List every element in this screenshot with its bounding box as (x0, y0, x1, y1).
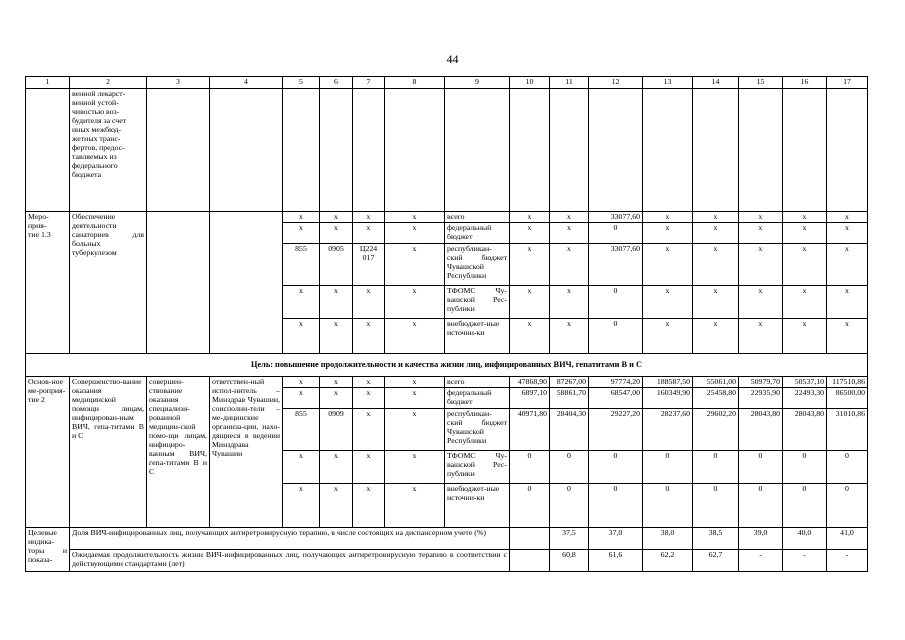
value-cell: x (827, 223, 868, 244)
value-cell: x (510, 212, 550, 223)
code-cell: x (385, 212, 445, 223)
empty-cell (589, 89, 643, 212)
value-cell: x (693, 244, 739, 286)
header-cell: 2 (70, 77, 147, 89)
value-cell: 29602,20 (693, 409, 739, 451)
code-cell: 0909 (320, 409, 353, 451)
empty-cell (210, 89, 283, 212)
header-cell: 6 (320, 77, 353, 89)
header-cell: 17 (827, 77, 868, 89)
value-cell: x (550, 223, 589, 244)
goal-row (26, 354, 868, 377)
code-cell: x (385, 319, 445, 354)
empty-cell (739, 89, 783, 212)
code-cell: x (353, 484, 385, 528)
code-cell: x (283, 319, 320, 354)
code-cell: x (320, 319, 353, 354)
indicator-value: - (739, 550, 783, 572)
code-cell: x (320, 286, 353, 319)
value-cell: x (783, 223, 827, 244)
empty-cell (510, 89, 550, 212)
value-cell: 188587,50 (643, 377, 693, 388)
indicator-value: - (783, 550, 827, 572)
value-cell: 29227,20 (589, 409, 643, 451)
value-cell: 0 (550, 484, 589, 528)
value-cell: x (739, 286, 783, 319)
source-cell: всего (445, 212, 510, 223)
code-cell: x (385, 223, 445, 244)
indicator-value: 37,5 (550, 528, 589, 550)
indicator-row (26, 550, 868, 572)
value-cell: 50537,10 (783, 377, 827, 388)
budget-table (25, 76, 868, 572)
header-cell: 1 (26, 77, 70, 89)
code-cell: x (385, 244, 445, 286)
code-cell: x (353, 451, 385, 484)
value-cell: x (693, 319, 739, 354)
header-cell: 3 (147, 77, 210, 89)
value-cell: 0 (739, 484, 783, 528)
value-cell: 22493,30 (783, 388, 827, 409)
indicator-value: 62,7 (693, 550, 739, 572)
value-cell: x (550, 286, 589, 319)
value-cell: 50979,70 (739, 377, 783, 388)
executor-cell (147, 212, 210, 354)
value-cell: 0 (589, 484, 643, 528)
header-cell: 12 (589, 77, 643, 89)
value-cell: 97774,20 (589, 377, 643, 388)
row-description: Совершенство-вание оказания медицинской помощи лицам, инфицирован-ным ВИЧ, гепа-титами В и С (70, 377, 147, 528)
executor-cell: совершен-ствование оказания специализи-рованной медицин-ской помо-щи лицам, инфициро-ванным ВИЧ, гепа-титами В и С (147, 377, 210, 528)
code-cell: x (353, 409, 385, 451)
value-cell: 0 (827, 484, 868, 528)
value-cell: 160349,90 (643, 388, 693, 409)
value-cell: x (827, 286, 868, 319)
value-cell: 0 (643, 451, 693, 484)
value-cell: 0 (589, 223, 643, 244)
source-cell: ТФОМС Чу-вашской Рес-публики (445, 286, 510, 319)
source-cell: республикан-ский бюджет Чувашской Республики (445, 409, 510, 451)
indicator-value: 62,2 (643, 550, 693, 572)
value-cell: 0 (643, 484, 693, 528)
value-cell: 117510,86 (827, 377, 868, 388)
value-cell: x (643, 212, 693, 223)
empty-cell (827, 89, 868, 212)
indicator-text: Ожидаемая продолжительность жизни ВИЧ-инфицированных лиц, получающих антиретровирусную терапию в соответствии с действующими стандартами (лет) (70, 550, 510, 572)
continuation-row (26, 89, 868, 212)
value-cell: x (510, 286, 550, 319)
value-cell: x (550, 212, 589, 223)
code-cell: 855 (283, 244, 320, 286)
value-cell: x (739, 244, 783, 286)
value-cell: x (783, 286, 827, 319)
value-cell: 87267,00 (550, 377, 589, 388)
code-cell: x (353, 377, 385, 388)
source-cell: внебюджет-ные источни-ки (445, 319, 510, 354)
value-cell: x (510, 244, 550, 286)
value-cell: 0 (783, 484, 827, 528)
value-cell: x (739, 223, 783, 244)
header-cell: 10 (510, 77, 550, 89)
code-cell: x (283, 484, 320, 528)
goal-text: Цель: повышение продолжительности и качества жизни лиц, инфицированных ВИЧ, гепатитами В и С (26, 354, 868, 377)
header-cell: 9 (445, 77, 510, 89)
value-cell: 0 (827, 451, 868, 484)
empty-cell (510, 550, 550, 572)
indicator-label: Целевые индика-торы и показа- (26, 528, 70, 572)
empty-cell (320, 89, 353, 212)
row-label: Основ-ное ме-роприя-тие 2 (26, 377, 70, 528)
value-cell: 0 (739, 451, 783, 484)
value-cell: 55061,00 (693, 377, 739, 388)
value-cell: 0 (550, 451, 589, 484)
header-cell: 14 (693, 77, 739, 89)
source-cell: внебюджет-ные источни-ки (445, 484, 510, 528)
value-cell: 28043,80 (783, 409, 827, 451)
indicator-value: 60,8 (550, 550, 589, 572)
value-cell: 25458,80 (693, 388, 739, 409)
value-cell: x (739, 212, 783, 223)
source-cell: федеральный бюджет (445, 223, 510, 244)
value-cell: 33077,60 (589, 212, 643, 223)
value-cell: 28043,80 (739, 409, 783, 451)
code-cell: x (353, 319, 385, 354)
value-cell: 68547,00 (589, 388, 643, 409)
code-cell: 0905 (320, 244, 353, 286)
value-cell: 28404,30 (550, 409, 589, 451)
empty-cell (283, 89, 320, 212)
value-cell: x (550, 244, 589, 286)
empty-cell (510, 528, 550, 550)
continuation-text: венной лекарст- венной устой- чивостью воз- будителя за счет иных межбюд- жетных транс- фертов, предос- тавляемых из федерального бюджета (70, 89, 147, 212)
value-cell: x (510, 223, 550, 244)
empty-cell (445, 89, 510, 212)
value-cell: 0 (589, 319, 643, 354)
header-cell: 7 (353, 77, 385, 89)
value-cell: 0 (589, 286, 643, 319)
indicator-text: Доля ВИЧ-инфицированных лиц, получающих антиретровирусную терапию, в числе состоящих на диспансерном учете (%) (70, 528, 510, 550)
code-cell: x (385, 451, 445, 484)
value-cell: 40971,80 (510, 409, 550, 451)
indicator-row (26, 528, 868, 550)
row-label: Меро- прия- тие 1.3 (26, 212, 70, 354)
code-cell: x (353, 286, 385, 319)
code-cell: x (385, 388, 445, 409)
row-description: Обеспечение деятельности санаториев для больных туберкулезом (70, 212, 147, 354)
value-cell: 0 (589, 451, 643, 484)
header-cell: 13 (643, 77, 693, 89)
value-cell: 28237,60 (643, 409, 693, 451)
value-cell: 86500,00 (827, 388, 868, 409)
value-cell: 47868,90 (510, 377, 550, 388)
value-cell: x (643, 244, 693, 286)
indicator-value: 38,5 (693, 528, 739, 550)
empty-cell (147, 89, 210, 212)
value-cell: x (643, 223, 693, 244)
indicator-value: 41,0 (827, 528, 868, 550)
value-cell: 58861,70 (550, 388, 589, 409)
value-cell: 0 (693, 451, 739, 484)
header-cell: 5 (283, 77, 320, 89)
value-cell: 0 (783, 451, 827, 484)
code-cell: x (320, 377, 353, 388)
code-cell: x (283, 223, 320, 244)
code-cell: x (320, 212, 353, 223)
source-cell: республикан-ский бюджет Чувашской Республики (445, 244, 510, 286)
value-cell: x (783, 244, 827, 286)
indicator-value: 39,0 (739, 528, 783, 550)
header-cell: 16 (783, 77, 827, 89)
value-cell: x (827, 212, 868, 223)
responsible-cell: ответствен-ный испол-нитель – Минздрав Чувашии, соисполни-тели – ме-дицинские организа-ции, нахо-дящиеся в ведении Минздрава Чувашии (210, 377, 283, 528)
empty-cell (26, 89, 70, 212)
empty-cell (783, 89, 827, 212)
value-cell: x (693, 212, 739, 223)
code-cell: x (283, 451, 320, 484)
code-cell: x (353, 388, 385, 409)
indicator-value: 40,0 (783, 528, 827, 550)
value-cell: x (643, 319, 693, 354)
code-cell: x (385, 286, 445, 319)
value-cell: 0 (693, 484, 739, 528)
indicator-value: 37,0 (589, 528, 643, 550)
indicator-value: - (827, 550, 868, 572)
value-cell: x (783, 319, 827, 354)
value-cell: 22935,90 (739, 388, 783, 409)
header-cell: 15 (739, 77, 783, 89)
value-cell: 0 (510, 451, 550, 484)
code-cell: x (283, 388, 320, 409)
value-cell: x (827, 319, 868, 354)
header-cell: 8 (385, 77, 445, 89)
value-cell: 6897,10 (510, 388, 550, 409)
table-row (26, 212, 868, 223)
code-cell: x (353, 223, 385, 244)
value-cell: 0 (510, 484, 550, 528)
empty-cell (693, 89, 739, 212)
value-cell: 33077,60 (589, 244, 643, 286)
code-cell: x (385, 409, 445, 451)
value-cell: x (739, 319, 783, 354)
code-cell: x (385, 377, 445, 388)
value-cell: x (783, 212, 827, 223)
code-cell: x (283, 377, 320, 388)
page-number: 44 (446, 52, 459, 66)
value-cell: 31010,86 (827, 409, 868, 451)
code-cell: Ц224 017 (353, 244, 385, 286)
table-row (26, 377, 868, 388)
source-cell: федеральный бюджет (445, 388, 510, 409)
empty-cell (385, 89, 445, 212)
indicator-value: 38,0 (643, 528, 693, 550)
code-cell: x (385, 484, 445, 528)
code-cell: 855 (283, 409, 320, 451)
code-cell: x (320, 451, 353, 484)
code-cell: x (283, 212, 320, 223)
empty-cell (643, 89, 693, 212)
value-cell: x (827, 244, 868, 286)
value-cell: x (643, 286, 693, 319)
empty-cell (353, 89, 385, 212)
code-cell: x (320, 388, 353, 409)
value-cell: x (510, 319, 550, 354)
code-cell: x (353, 212, 385, 223)
source-cell: ТФОМС Чу-вашской Рес-публики (445, 451, 510, 484)
source-cell: всего (445, 377, 510, 388)
code-cell: x (320, 484, 353, 528)
code-cell: x (283, 286, 320, 319)
value-cell: x (693, 223, 739, 244)
code-cell: x (320, 223, 353, 244)
header-cell: 4 (210, 77, 283, 89)
responsible-cell (210, 212, 283, 354)
value-cell: x (550, 319, 589, 354)
indicator-value: 61,6 (589, 550, 643, 572)
header-row (26, 77, 868, 89)
header-cell: 11 (550, 77, 589, 89)
value-cell: x (693, 286, 739, 319)
empty-cell (550, 89, 589, 212)
